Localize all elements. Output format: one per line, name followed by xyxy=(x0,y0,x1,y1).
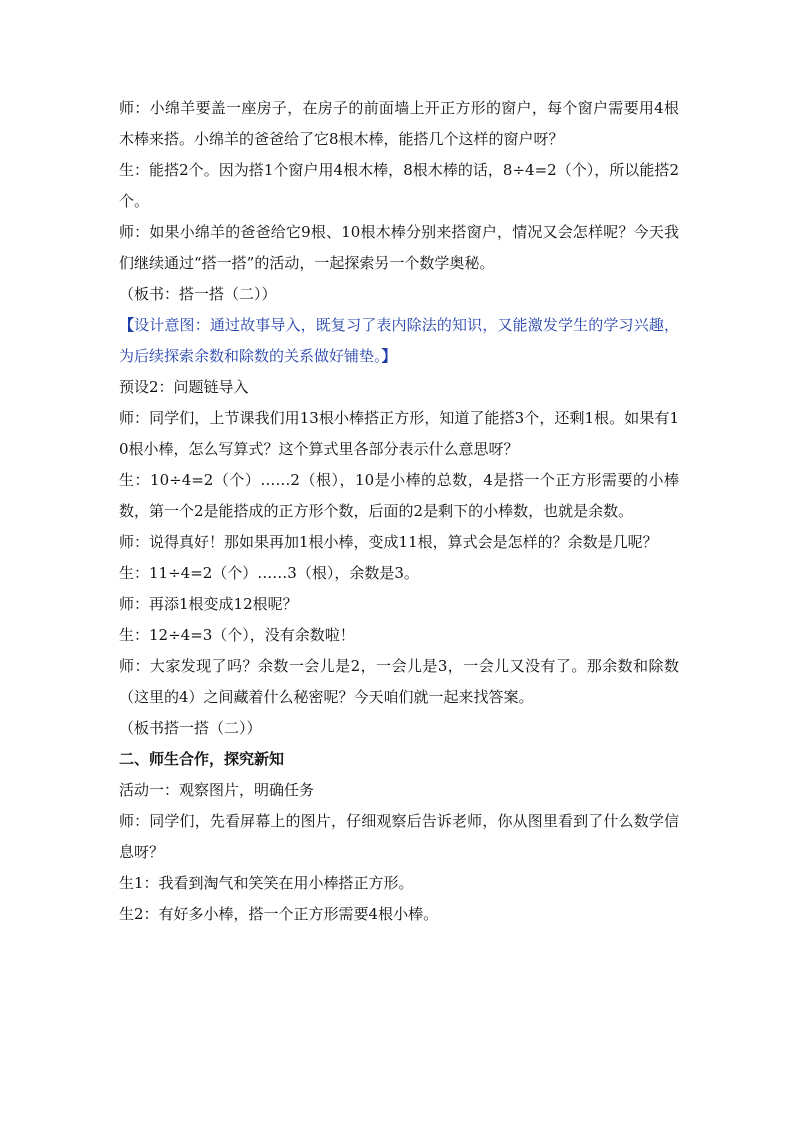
paragraph-student-eleven: 生：11÷4=2（个）……3（根），余数是3。 xyxy=(119,564,419,582)
paragraph-student-one: 生1：我看到淘气和笑笑在用小棒搭正方形。 xyxy=(119,874,414,892)
paragraph-student-twelve: 生：12÷4=3（个），没有余数啦！ xyxy=(119,626,355,644)
paragraph-teacher-praise: 师：说得真好！那如果再加1根小棒，变成11根，算式会是怎样的？余数是几呢？ xyxy=(119,533,658,551)
paragraph-teacher-question: 师：如果小绵羊的爸爸给它9根、10根木棒分别来搭窗户，情况又会怎样呢？今天我们继续通过“搭一搭”的活动，一起探索另一个数学奥秘。 xyxy=(119,223,679,272)
paragraph-student-explain: 生：10÷4=2（个）……2（根），10是小棒的总数，4是搭一个正方形需要的小棒数，第一个2是能搭成的正方形个数，后面的2是剩下的小棒数，也就是余数。 xyxy=(119,471,679,520)
paragraph-teacher-review: 师：同学们，上节课我们用13根小棒搭正方形，知道了能搭3个，还剩1根。如果有10根小棒，怎么写算式？这个算式里各部分表示什么意思呀？ xyxy=(119,409,679,458)
design-note-open-bracket: 【 xyxy=(119,316,135,334)
paragraph-activity-title: 活动一：观察图片，明确任务 xyxy=(119,781,315,799)
paragraph-teacher-observe: 师：同学们，先看屏幕上的图片，仔细观察后告诉老师，你从图里看到了什么数学信息呀？ xyxy=(119,812,679,861)
design-note-text: 设计意图：通过故事导入，既复习了表内除法的知识，又能激发学生的学习兴趣，为后续探索余数和除数的关系做好铺垫。 xyxy=(119,316,679,365)
paragraph-teacher-discovery: 师：大家发现了吗？余数一会儿是2，一会儿是3，一会儿又没有了。那余数和除数（这里的4）之间藏着什么秘密呢？今天咱们就一起来找答案。 xyxy=(119,657,679,706)
design-intent-note xyxy=(119,310,679,372)
section-heading: 二、师生合作，探究新知 xyxy=(119,750,285,768)
paragraph-teacher-twelve: 师：再添1根变成12根呢？ xyxy=(119,595,298,613)
paragraph-board-note-2: （板书搭一搭（二）） xyxy=(119,719,262,737)
document-body xyxy=(119,93,679,930)
paragraph-board-note: （板书：搭一搭（二）） xyxy=(119,285,277,303)
paragraph-teacher-story: 师：小绵羊要盖一座房子，在房子的前面墙上开正方形的窗户，每个窗户需要用4根木棒来搭。小绵羊的爸爸给了它8根木棒，能搭几个这样的窗户呀？ xyxy=(119,99,679,148)
paragraph-preset-title: 预设2：问题链导入 xyxy=(119,378,249,396)
paragraph-student-answer: 生：能搭2个。因为搭1个窗户用4根木棒，8根木棒的话，8÷4=2（个），所以能搭2个。 xyxy=(119,161,679,210)
design-note-close-bracket: 】 xyxy=(381,347,397,365)
paragraph-student-two: 生2：有好多小棒，搭一个正方形需要4根小棒。 xyxy=(119,905,439,923)
